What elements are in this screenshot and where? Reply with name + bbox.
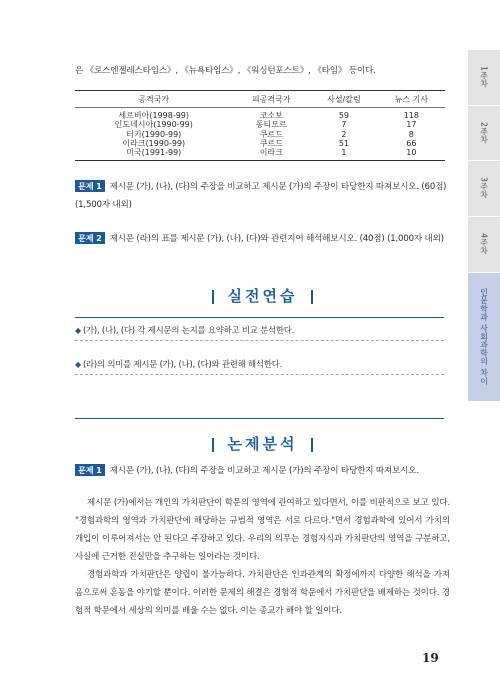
table-header: 뉴스 기사 [378, 91, 445, 108]
table-cell: 8 [408, 129, 414, 139]
table-row [75, 120, 445, 129]
question-tag: 문제 1 [75, 180, 105, 192]
tab-label: 인문학과 사회과학의 차이 [479, 288, 489, 386]
analysis-question [75, 462, 450, 480]
tab-humanities-vs-social-science[interactable] [468, 273, 500, 402]
table-cell: 동티모르 [255, 120, 287, 130]
table-header: 피공격국가 [232, 91, 310, 108]
statistics-table [75, 90, 445, 161]
practice-item-text: (라)의 의미를 제시문 (가), (나), (다)와 관련해 해석한다. [82, 359, 283, 369]
table-header: 사설/칼럼 [310, 91, 378, 108]
question-tag: 문제 2 [75, 232, 105, 244]
table-row [75, 130, 445, 139]
practice-heading [75, 285, 450, 306]
practice-item-text: (가), (나), (다) 각 제시문의 논지를 요약하고 비교 분석한다. [82, 325, 295, 335]
practice-item [75, 324, 294, 336]
tab-week-3[interactable] [468, 161, 500, 217]
table-cell: 59 [338, 111, 349, 120]
tab-label: 2주차 [479, 121, 489, 145]
table-cell: 10 [406, 148, 417, 158]
question-tag: 문제 1 [75, 464, 105, 476]
analysis-body [75, 494, 450, 620]
question-text: 제시문 (라)의 표를 제시문 (가), (나), (다)와 관련지어 해석해보시오. (40점) (1,000자 내외) [109, 234, 444, 244]
question-1 [75, 178, 450, 214]
practice-title: 실전연습 [227, 287, 298, 305]
table-cell: 이라크 [259, 148, 283, 158]
table-cell: 66 [406, 138, 417, 148]
table-header: 공격국가 [75, 91, 232, 108]
practice-item [75, 358, 282, 370]
page-number: 19 [422, 651, 439, 665]
table-cell: 7 [341, 120, 347, 130]
table-cell: 1 [341, 148, 347, 158]
heading-bar-right [311, 438, 313, 452]
heading-bar-right [311, 290, 313, 304]
practice-divider [75, 340, 444, 341]
table-header-row [75, 91, 445, 108]
table-row [75, 108, 445, 121]
diamond-bullet-icon: ◆ [75, 360, 81, 369]
table-cell: 51 [338, 138, 349, 148]
table-cell: 2 [341, 129, 347, 139]
table-row [75, 148, 445, 160]
tab-week-1[interactable] [468, 50, 500, 106]
tab-week-2[interactable] [468, 106, 500, 161]
table-cell: 터키(1990-99) [126, 129, 182, 139]
table-cell: 17 [406, 120, 417, 130]
table-cell: 코소보 [259, 111, 283, 120]
practice-divider [75, 374, 444, 375]
analysis-paragraph: 경험과학과 가치판단은 양립이 불가능하다. 가치판단은 인과관계의 확정에까지 다양한 해석을 가져옴으로써 혼동을 야기할 뿐이다. 이러한 문제의 해결은 경험적 학문에서 가치판단을 배제하는 것이다. 경험적 학문에서 세상의 의미를 배울 수는 없다. 이는 종교가 해야 할 일이다. [75, 570, 450, 616]
table-cell: 쿠르드 [259, 138, 283, 148]
tab-week-4[interactable] [468, 217, 500, 273]
question-text: 제시문 (가), (나), (다)의 주장을 비교하고 제시문 (가)의 주장이 타당한지 따져보시오. (60점) (1,500자 내외) [75, 182, 447, 210]
question-text: 제시문 (가), (나), (다)의 주장을 비교하고 제시문 (가)의 주장이 타당한지 따져보시오. [109, 466, 419, 476]
tab-label: 3주차 [479, 177, 489, 200]
heading-bar-left [212, 438, 214, 452]
practice-box [75, 317, 444, 419]
table-cell: 쿠르드 [259, 129, 283, 139]
table-row [75, 139, 445, 148]
tab-label: 4주차 [479, 233, 489, 256]
table-cell: 인도네시아(1990-99) [114, 120, 193, 130]
question-2 [75, 230, 450, 248]
table-cell: 세르비아(1998-99) [118, 111, 190, 120]
table-cell: 118 [403, 111, 419, 120]
intro-text: 은 《로스엔젤레스타임스》, 《뉴욕타임스》, 《워싱턴포스트》, 《타임》 등이다. [75, 66, 376, 76]
analysis-paragraph: 제시문 (가)에서는 개인의 가치판단이 학문의 영역에 관여하고 있다면서, 이를 비판적으로 보고 있다. "경험과학의 영역과 가치판단에 해당하는 규범적 영역은 서로 다르다."면서 경험과학에 있어서 가치의 개입이 이루어져서는 안 된다고 주장하고 있다. 우리의 의무는 경험지식과 가치판단의 영역을 구분하고, 사실에 근거한 진실만을 추구하는 일이라는 것이다. [75, 498, 450, 562]
analysis-title: 논제분석 [227, 435, 298, 453]
heading-bar-left [212, 290, 214, 304]
diamond-bullet-icon: ◆ [75, 326, 81, 335]
table-cell: 이라크(1990-99) [122, 138, 186, 148]
tab-label: 1주차 [479, 66, 489, 89]
analysis-heading [75, 433, 450, 454]
table-cell: 미국(1991-99) [126, 148, 182, 158]
